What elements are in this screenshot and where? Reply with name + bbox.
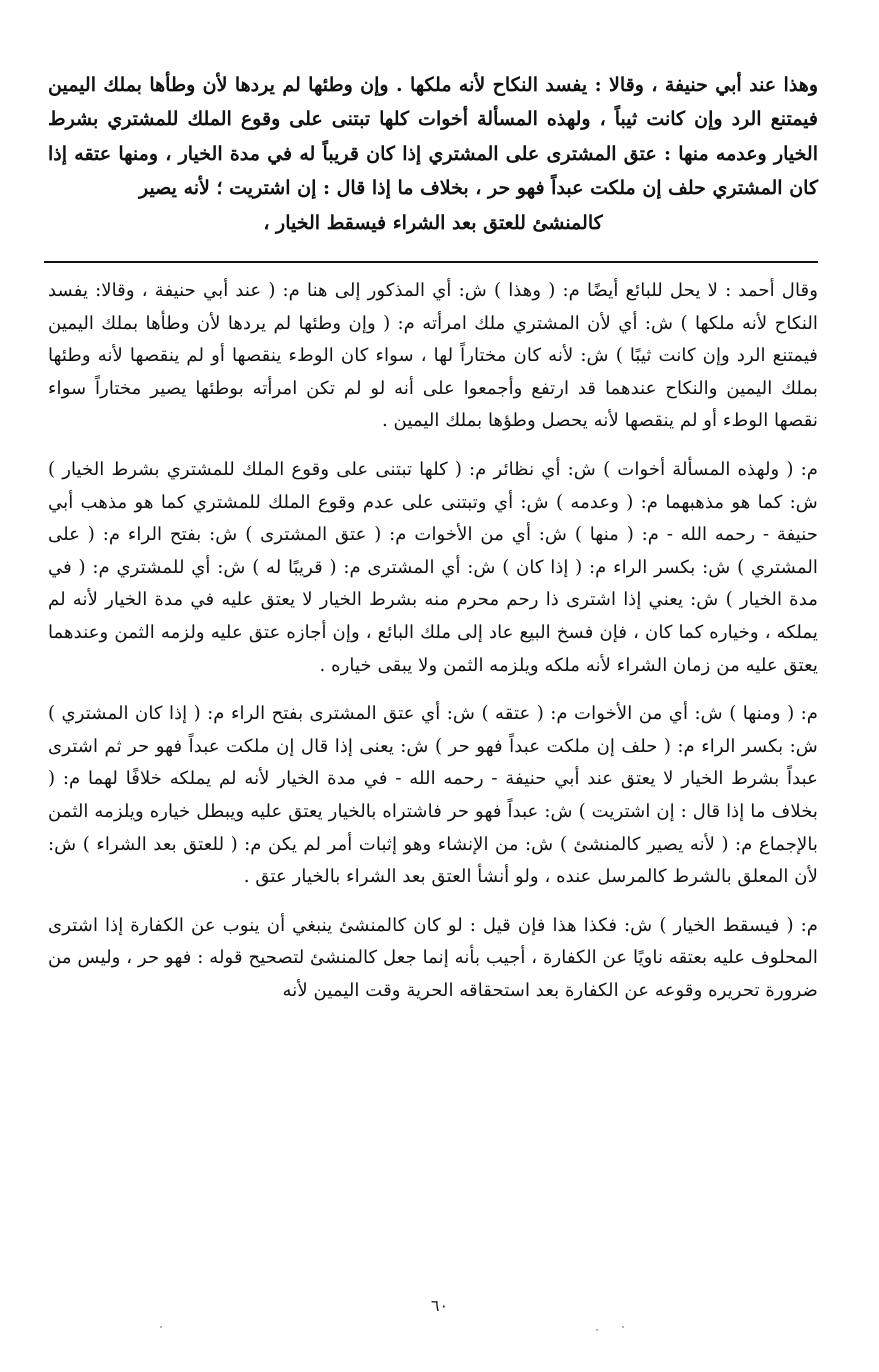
scan-speck: [160, 1326, 162, 1328]
commentary-paragraph-3: م: ( ومنها ) ش: أي من الأخوات م: ( عتقه ) ش: أي عتق المشترى بفتح الراء م: ( إذا كان المشتري ) ش: بكسر الراء م: ( حلف إن ملكت عبداً فهو حر ) ش: يعنى إذا قال إن ملكت عبداً فهو حر ثم اشترى عبداً بشرط الخيار لا يعتق عند أبي حنيفة - رحمه الله - في مدة الخيار لأنه لم يملكه خلافًا لهما م: ( بخلاف ما إذا قال : إن اشتريت ) ش: عبداً فهو حر فاشتراه بالخيار يعتق عليه ويبطل خياره ويلزمه الثمن بالإجماع م: ( لأنه يصير كالمنشئ ) ش: من الإنشاء وهو إثبات أمر لم يكن م: ( للعتق بعد الشراء ) ش: لأن المعلق بالشرط كالمرسل عنده ، ولو أنشأ العتق بعد الشراء بالخيار عتق .: [48, 703, 818, 888]
commentary-paragraph-2: م: ( ولهذه المسألة أخوات ) ش: أي نظائر م: ( كلها تبتنى على وقوع الملك للمشتري بشرط الخيار ) ش: كما هو مذهبهما م: ( وعدمه ) ش: أي وتبتنى على عدم وقوع الملك للمشتري كما هو مذهب أبي حنيفة - رحمه الله - م: ( منها ) ش: أي من الأخوات م: ( عتق المشترى ) ش: بفتح الراء م: ( على المشتري ) ش: بكسر الراء م: ( إذا كان ) ش: أي المشترى م: ( قريبًا له ) ش: أي للمشتري م: ( في مدة الخيار ) ش: يعني إذا اشترى ذا رحم محرم منه بشرط الخيار لا يعتق عليه في مدة الخيار لأنه لم يملكه ، وخياره كما كان ، فإن فسخ البيع عاد إلى ملك البائع ، وإن أجازه عتق عليه ولزمه الثمن وعندهما يعتق عليه من زمان الشراء لأنه ملكه ويلزمه الثمن ولا يبقى خياره .: [48, 459, 818, 676]
main-text-block: [48, 68, 818, 240]
commentary-paragraph-1: وقال أحمد : لا يحل للبائع أيضًا م: ( وهذا ) ش: أي المذكور إلى هنا م: ( عند أبي حنيفة ، وقالا: يفسد النكاح لأنه ملكها ) ش: أي لأن المشتري ملك امرأته م: ( وإن وطئها لم يردها لأن وطأها بملك اليمين فيمتنع الرد وإن كانت ثيبًا ) ش: لأنه كان مختاراً لها ، سواء كان الوطء ينقصها أو لم ينقصها لأنه وطئها بملك اليمين والنكاح عندهما قد ارتفع وأجمعوا على أنه لو لم تكن امرأته بوطئها يصير مختاراً سواء نقصها الوطء أو لم ينقصها لأنه يحصل وطؤها بملك اليمين .: [48, 280, 819, 432]
page-content: [48, 68, 818, 1024]
commentary-paragraph-4: م: ( فيسقط الخيار ) ش: فكذا هذا فإن قيل : لو كان كالمنشئ ينبغي أن ينوب عن الكفارة إذا اشترى المحلوف عليه بعتقه ناويًا عن الكفارة ، أجيب بأنه إنما جعل كالمنشئ لتصحيح قوله : فهو حر ، وليس من ضرورة تحريره وقوعه عن الكفارة بعد استحقاقه الحرية وقت اليمين لأنه: [48, 914, 818, 1001]
separator-rule: [44, 261, 818, 263]
page-number: ٦٠: [430, 1296, 449, 1315]
scan-speck: [622, 1326, 624, 1328]
commentary-block: [48, 275, 818, 1007]
main-text-body: وهذا عند أبي حنيفة ، وقالا : يفسد النكاح لأنه ملكها . وإن وطئها لم يردها لأن وطأها بملك اليمين فيمتنع الرد وإن كانت ثيباً ، ولهذه المسألة أخوات كلها تبتنى على وقوع الملك للمشتري بشرط الخيار وعدمه منها : عتق المشترى على المشتري إذا كان قريباً له في مدة الخيار ، ومنها عتقه إذا كان المشتري حلف إن ملكت عبداً فهو حر ، بخلاف ما إذا قال : إن اشتريت ؛ لأنه يصير: [48, 74, 818, 200]
main-text-last-line: كالمنشئ للعتق بعد الشراء فيسقط الخيار ،: [263, 211, 603, 234]
scan-speck: [596, 1329, 598, 1331]
